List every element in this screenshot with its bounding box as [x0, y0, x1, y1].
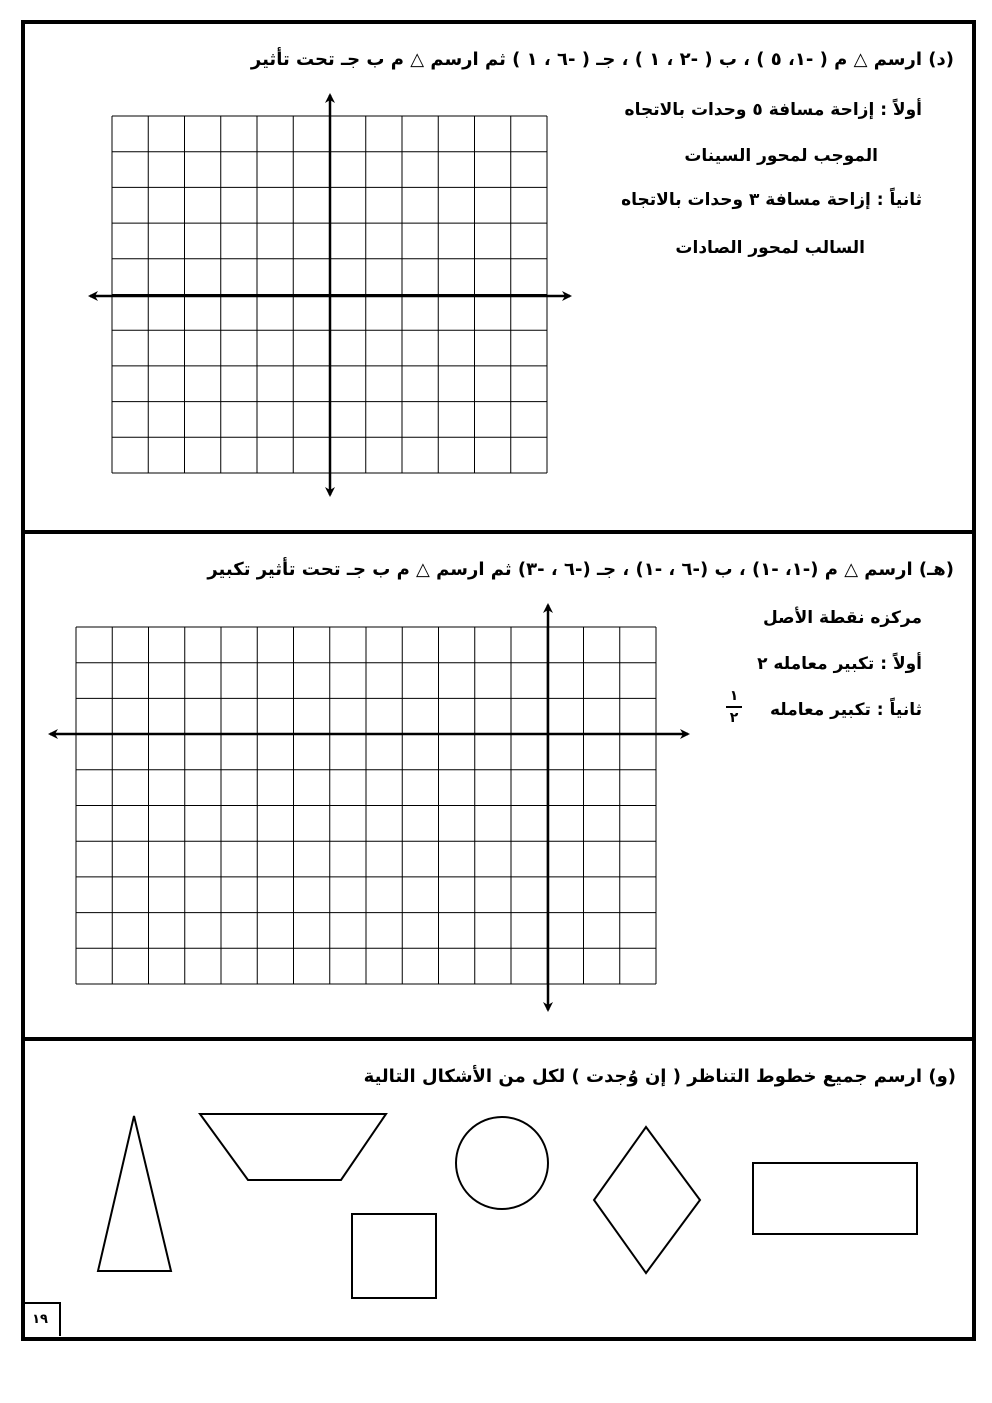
- circle-shape[interactable]: [456, 1117, 548, 1209]
- question-h-line2: أولاً : تكبير معامله ٢: [757, 654, 922, 674]
- question-w: (و) ارسم جميع خطوط التناظر ( إن وُجدت ) لكل من الأشكال التالية: [363, 1066, 956, 1087]
- question-d-line2: الموجب لمحور السينات: [684, 146, 878, 166]
- rectangle-shape[interactable]: [753, 1163, 917, 1234]
- fraction-half: [726, 688, 742, 726]
- question-d-line4: السالب لمحور الصادات: [675, 238, 865, 258]
- question-d-line1: أولاً : إزاحة مسافة ٥ وحدات بالاتجاه: [624, 100, 922, 120]
- question-d-line3: ثانياً : إزاحة مسافة ٣ وحدات بالاتجاه: [621, 190, 922, 210]
- question-h: (هـ) ارسم △ ﻡ (-١، -١) ، ب (-٦ ، -١) ، جـ (-٦ ، -٣) ثم ارسم △ ﻡ ب جـ تحت تأثير تكبير: [207, 559, 954, 580]
- rhombus-shape[interactable]: [594, 1127, 700, 1273]
- square-shape[interactable]: [352, 1214, 436, 1298]
- fraction-numerator: ١: [729, 688, 739, 704]
- question-h-line1: مركزه نقطة الأصل: [762, 608, 922, 628]
- coordinate-grid-h[interactable]: [76, 627, 656, 984]
- question-h-line3: ثانياً : تكبير معامله: [769, 700, 922, 720]
- fraction-bar: [726, 706, 742, 708]
- triangle-shape[interactable]: [98, 1116, 171, 1271]
- question-d: (د) ارسم △ ﻡ ( -١، ٥ ) ، ب ( -٢ ، ١ ) ، جـ ( -٦ ، ١ ) ثم ارسم △ ﻡ ب جـ تحت تأثير: [250, 49, 954, 70]
- page-number: ١٩: [21, 1302, 61, 1336]
- fraction-denominator: ٢: [729, 710, 739, 726]
- trapezoid-shape[interactable]: [200, 1114, 386, 1180]
